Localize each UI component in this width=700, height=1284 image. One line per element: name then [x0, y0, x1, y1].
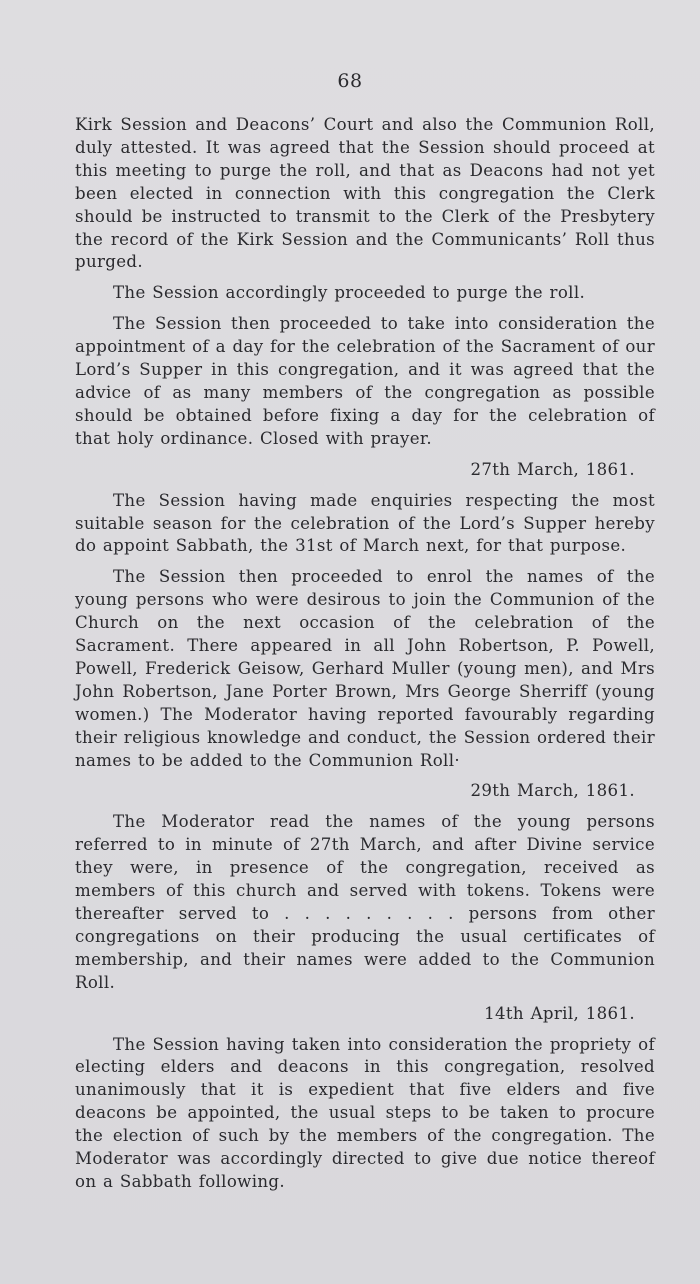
date-heading-14-april: 14th April, 1861. — [484, 1003, 635, 1023]
minutes-text — [75, 114, 655, 1202]
paragraph-appoint-sabbath: The Session having made enquiries respecting the most suitable season for the celebration of the Lord’s Supper hereby do appoint Sabbath, the 31st of March next, for that purpose. — [75, 490, 655, 556]
paragraph-enrol-names: The Session then proceeded to enrol the names of the young persons who were desirous to join the Communion of the Church on the next occasion of the celebration of the Sacrament. There appeared in all John Robertson, P. Powell, Powell, Frederick Geisow, Gerhard Muller (young men), and Mrs John Robertson, Jane Porter Brown, Mrs George Sherriff (young women.) The Moderator having reported favourably regarding their religious knowledge and conduct, the Session ordered their names to be added to the Communion Roll· — [75, 567, 655, 770]
paragraph-moderator-read-names: The Moderator read the names of the young persons referred to in minute of 27th March, and after Divine service they were, in presence of the congregation, received as members of this church and served with tokens. Tokens were thereafter served to . . . . . . . . . persons from other congregations on their producing the usual certificates of membership, and their names were added to the Communion Roll. — [75, 812, 655, 992]
paragraph-purge-roll: The Session accordingly proceeded to purge the roll. — [113, 283, 586, 303]
paragraph-sacrament-consideration: The Session then proceeded to take into consideration the appointment of a day for the celebration of the Sacrament of our Lord’s Supper in this congregation, and it was agreed that the advice of as many members of the congregation as possible should be obtained before fixing a day for the celebration of that holy ordinance. Closed with prayer. — [75, 314, 655, 448]
paragraph-electing-elders: The Session having taken into consideration the propriety of electing elders and deacons in this congregation, resolved unanimously that it is expedient that five elders and five deacons be appointed, the usual steps to be taken to procure the election of such by the members of the congregation. The Moderator was accordingly directed to give due notice thereof on a Sabbath following. — [75, 1034, 655, 1191]
date-heading-27-march: 27th March, 1861. — [470, 459, 635, 479]
paragraph-continued: Kirk Session and Deacons’ Court and also the Communion Roll, duly attested. It was agreed that the Session should proceed at this meeting to purge the roll, and that as Deacons had not yet been elected in connection with this congregation the Clerk should be instructed to transmit to the Clerk of the Presbytery the record of the Kirk Session and the Communicants’ Roll thus purged. — [75, 115, 655, 272]
page-number: 68 — [337, 70, 363, 92]
date-heading-29-march: 29th March, 1861. — [470, 781, 635, 801]
